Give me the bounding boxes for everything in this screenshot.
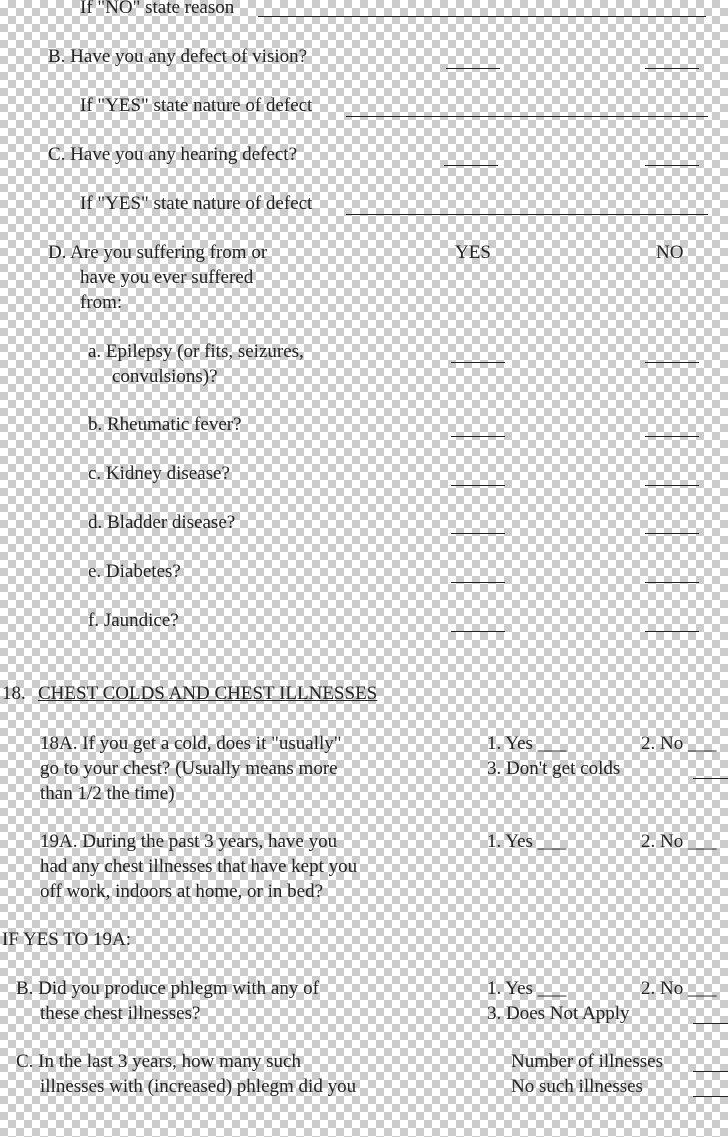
jaundice-question: f. Jaundice? [88, 610, 179, 631]
diabetes-yes-blank[interactable] [451, 582, 505, 583]
bladder-yes-blank[interactable] [451, 533, 505, 534]
kidney-yes-blank[interactable] [451, 485, 505, 486]
q19c-none-label: No such illnesses [511, 1076, 643, 1097]
yes-column-header: YES [455, 242, 491, 263]
vision-yes-blank[interactable] [446, 68, 500, 69]
q19a-option-yes[interactable]: 1. Yes ___ [487, 831, 567, 852]
diabetes-no-blank[interactable] [645, 582, 699, 583]
kidney-question: c. Kidney disease? [88, 463, 230, 484]
vision-nature-label: If "YES" state nature of defect [80, 95, 313, 116]
epilepsy-question-line2: convulsions)? [112, 366, 218, 387]
epilepsy-question-line1: a. Epilepsy (or fits, seizures, [88, 341, 304, 362]
q19b-not-apply-blank[interactable] [693, 1023, 728, 1024]
no-reason-label: If "NO" state reason [80, 0, 235, 18]
q19b-option-yes[interactable]: 1. Yes ___ [487, 978, 567, 999]
hearing-yes-blank[interactable] [444, 165, 498, 166]
rheumatic-yes-blank[interactable] [451, 436, 505, 437]
kidney-no-blank[interactable] [645, 485, 699, 486]
hearing-question: C. Have you any hearing defect? [48, 144, 298, 165]
suffering-question-line1: D. Are you suffering from or [48, 242, 268, 263]
q19b-line2: these chest illnesses? [40, 1003, 201, 1024]
q18a-line1: 18A. If you get a cold, does it "usually" [40, 733, 342, 754]
q19b-option-not-apply[interactable]: 3. Does Not Apply [487, 1003, 630, 1024]
vision-no-blank[interactable] [645, 68, 699, 69]
no-column-header: NO [656, 242, 684, 263]
q19a-line3: off work, indoors at home, or in bed? [40, 881, 324, 902]
q19a-line2: had any chest illnesses that have kept you [40, 856, 358, 877]
epilepsy-yes-blank[interactable] [451, 362, 505, 363]
q19c-number-blank[interactable] [693, 1071, 728, 1072]
vision-question: B. Have you any defect of vision? [48, 46, 308, 67]
no-reason-field[interactable] [258, 16, 706, 17]
q19c-number-label: Number of illnesses [511, 1051, 663, 1072]
jaundice-no-blank[interactable] [645, 631, 699, 632]
q19c-line1: C. In the last 3 years, how many such [16, 1051, 301, 1072]
suffering-question-line3: from: [80, 292, 123, 313]
hearing-nature-label: If "YES" state nature of defect [80, 193, 313, 214]
hearing-no-blank[interactable] [645, 165, 699, 166]
hearing-nature-field[interactable] [346, 214, 708, 215]
q19a-line1: 19A. During the past 3 years, have you [40, 831, 338, 852]
q18a-option-yes[interactable]: 1. Yes ___ [487, 733, 567, 754]
rheumatic-no-blank[interactable] [645, 436, 699, 437]
vision-nature-field[interactable] [346, 116, 708, 117]
rheumatic-question: b. Rheumatic fever? [88, 414, 242, 435]
q18a-no-colds-blank[interactable] [693, 778, 728, 779]
section-18-number: 18. [2, 683, 26, 704]
epilepsy-no-blank[interactable] [645, 362, 699, 363]
bladder-question: d. Bladder disease? [88, 512, 236, 533]
q18a-option-no[interactable]: 2. No ___ [641, 733, 717, 754]
q18a-line2: go to your chest? (Usually means more [40, 758, 338, 779]
q19b-line1: B. Did you produce phlegm with any of [16, 978, 319, 999]
q19c-none-blank[interactable] [693, 1096, 728, 1097]
q19c-line2: illnesses with (increased) phlegm did you [40, 1076, 357, 1097]
diabetes-question: e. Diabetes? [88, 561, 181, 582]
if-yes-19a-label: IF YES TO 19A: [2, 929, 131, 950]
bladder-no-blank[interactable] [645, 533, 699, 534]
q18a-line3: than 1/2 the time) [40, 783, 175, 804]
suffering-question-line2: have you ever suffered [80, 267, 254, 288]
q18a-option-no-colds[interactable]: 3. Don't get colds [487, 758, 621, 779]
section-18-title: CHEST COLDS AND CHEST ILLNESSES [38, 683, 378, 704]
q19b-option-no[interactable]: 2. No ___ [641, 978, 717, 999]
q19a-option-no[interactable]: 2. No ___ [641, 831, 717, 852]
jaundice-yes-blank[interactable] [451, 631, 505, 632]
